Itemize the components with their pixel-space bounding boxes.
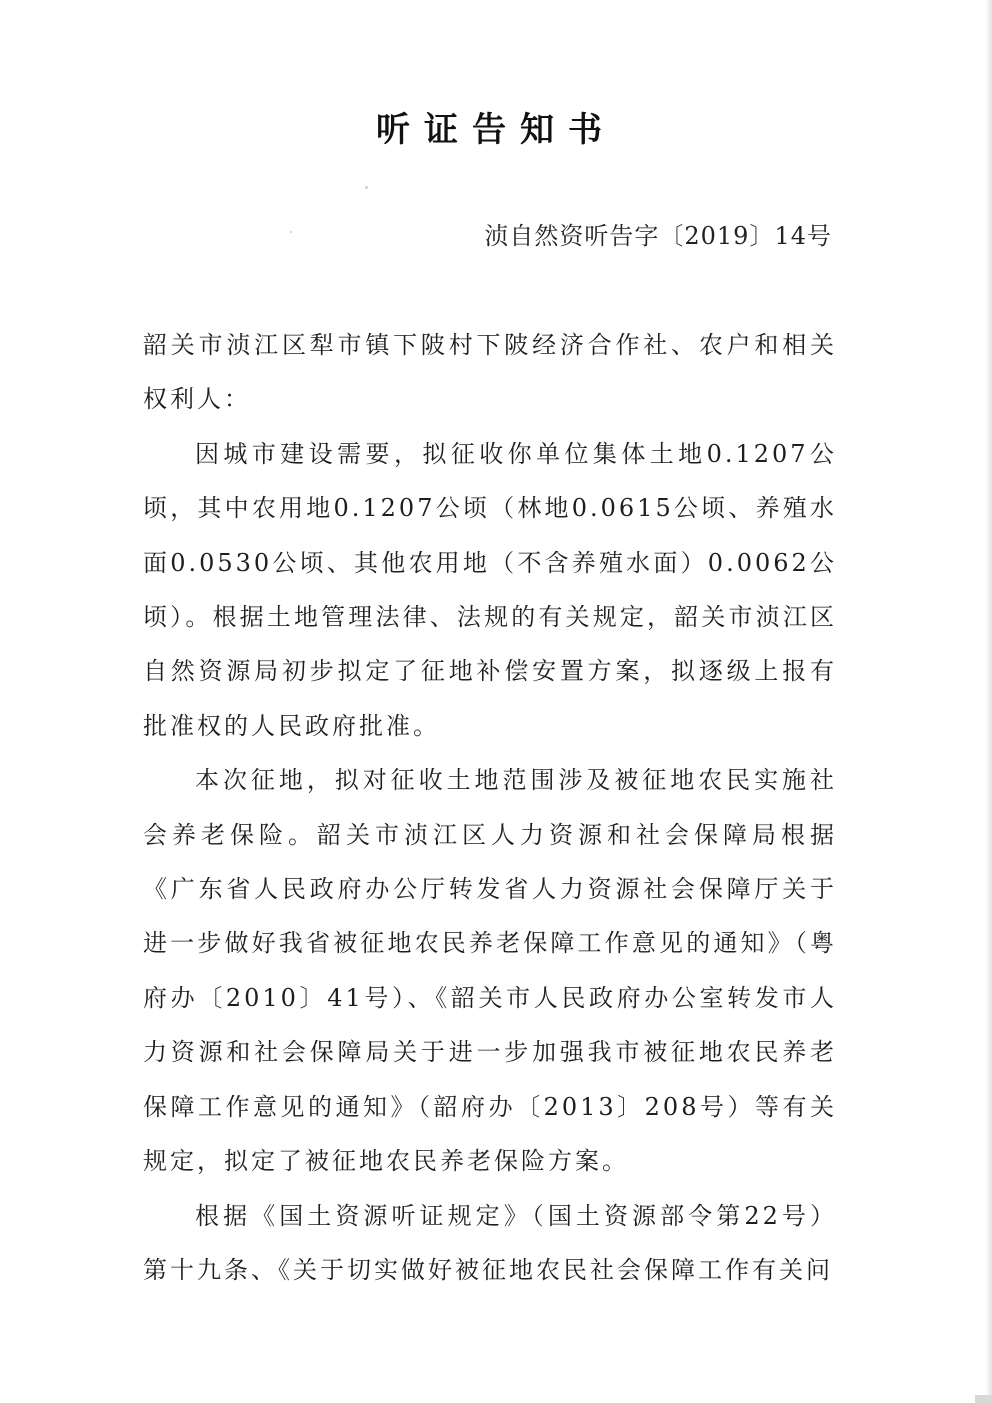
scan-speck [290, 231, 292, 233]
paragraph-land-acquisition: 因城市建设需要，拟征收你单位集体土地0.1207公顷，其中农用地0.1207公顷（林地0.0615公顷、养殖水面0.0530公顷、其他农用地（不含养殖水面）0.0062公顷）。根据土地管理法律、法规的有关规定，韶关市浈江区自然资源局初步拟定了征地补偿安置方案，拟逐级上报有批准权的人民政府批准。 [143, 439, 837, 740]
document-body [143, 318, 837, 1297]
scan-speck [365, 186, 368, 189]
document-title: 听证告知书 [376, 110, 616, 150]
addressee-line: 韶关市浈江区犁市镇下陂村下陂经济合作社、农户和相关权利人： [143, 331, 837, 414]
paragraph-hearing-basis: 根据《国土资源听证规定》（国土资源部令第22号）第十九条、《关于切实做好被征地农民社会保障工作有关问 [143, 1201, 837, 1284]
scan-corner-mark [975, 1395, 992, 1403]
document-number: 浈自然资听告字〔2019〕14号 [484, 222, 832, 250]
paragraph-pension-insurance: 本次征地，拟对征收土地范围涉及被征地农民实施社会养老保险。韶关市浈江区人力资源和社会保障局根据《广东省人民政府办公厅转发省人力资源社会保障厅关于进一步做好我省被征地农民养老保障工作意见的通知》（粤府办〔2010〕41号）、《韶关市人民政府办公室转发市人力资源和社会保障局关于进一步加强我市被征地农民养老保障工作意见的通知》（韶府办〔2013〕208号）等有关规定，拟定了被征地农民养老保险方案。 [143, 766, 837, 1176]
scan-edge-shadow [986, 0, 992, 1403]
